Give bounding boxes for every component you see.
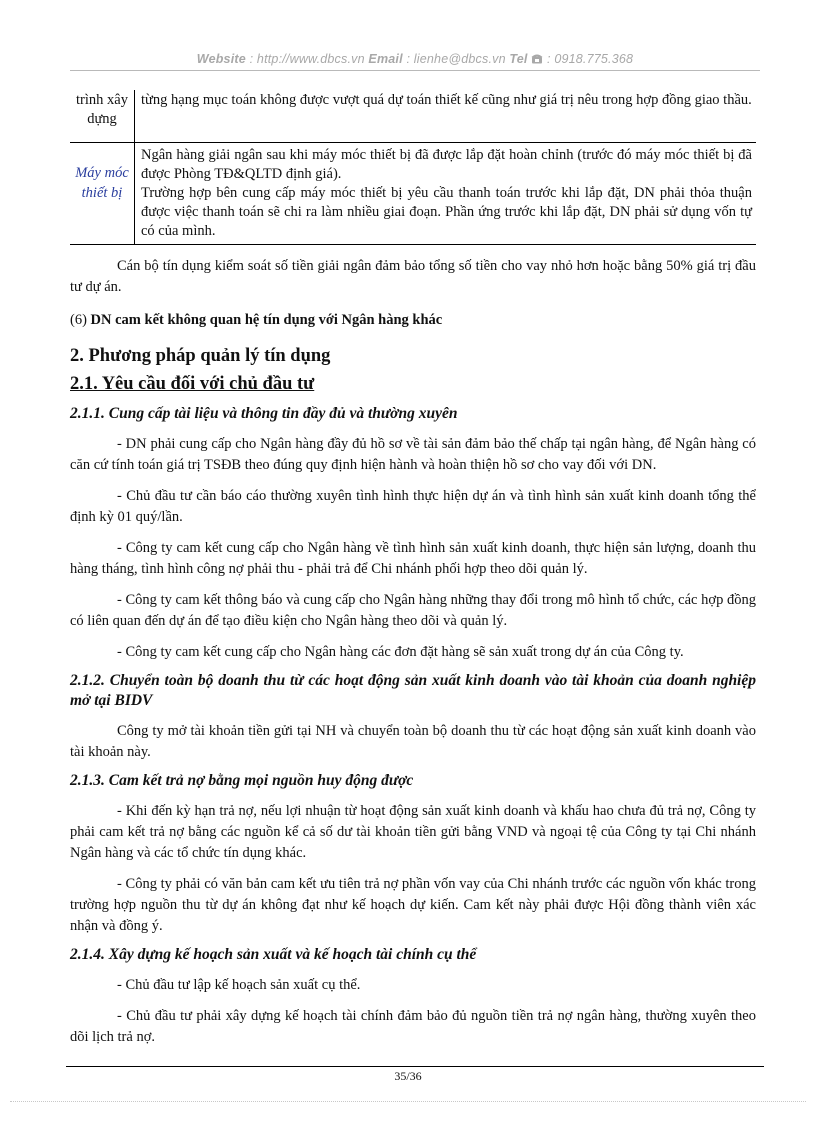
page-bottom-border (10, 1101, 806, 1102)
table-row (70, 143, 756, 245)
subsection-heading: 2.1. Yêu cầu đối với chủ đầu tư (70, 374, 315, 394)
equipment-text-1: Ngân hàng giải ngân sau khi máy móc thiết bị đã được lắp đặt hoàn chỉnh (trước đó máy móc thiết bị đã được Phòng TĐ&QLTD định giá). (141, 147, 752, 182)
disbursement-table (70, 90, 756, 245)
paragraph: - Khi đến kỳ hạn trả nợ, nếu lợi nhuận từ hoạt động sản xuất kinh doanh và khấu hao chưa đủ trả nợ, Công ty phải cam kết trả nợ bằng các nguồn kể cả số dư tài khoản tiền gửi bằng VND và ngoại tệ của Công ty tại Chi nhánh Ngân hàng và các tổ chức tín dụng khác. (70, 803, 756, 861)
document-body (70, 90, 756, 1048)
paragraph: - Chủ đầu tư cần báo cáo thường xuyên tình hình thực hiện dự án và tình hình sản xuất kinh doanh tổng thể định kỳ 01 quý/lần. (70, 488, 756, 525)
email-label: Email (368, 52, 403, 66)
header-rule (70, 70, 760, 71)
section-heading: 2. Phương pháp quản lý tín dụng (70, 346, 331, 366)
paragraph: Cán bộ tín dụng kiểm soát số tiền giải ngân đảm bảo tổng số tiền cho vay nhỏ hơn hoặc bằng 50% giá trị đầu tư dự án. (70, 258, 756, 295)
tel-value: : 0918.775.368 (543, 52, 634, 66)
subsubsection-heading: 2.1.1. Cung cấp tài liệu và thông tin đầy đủ và thường xuyên (70, 405, 458, 422)
commitment-text: DN cam kết không quan hệ tín dụng với Ngân hàng khác (90, 312, 443, 328)
paragraph: - Công ty cam kết thông báo và cung cấp cho Ngân hàng những thay đổi trong mô hình tổ chức, các hợp đồng có liên quan đến dự án để tạo điều kiện cho Ngân hàng theo dõi và quản lý. (70, 592, 756, 629)
tel-label: Tel (509, 52, 528, 66)
paragraph: - Công ty phải có văn bản cam kết ưu tiên trả nợ phần vốn vay của Chi nhánh trước các nguồn vốn khác trong trường hợp nguồn thu từ dự án không đạt như kế hoạch dự kiến. Cam kết này phải được Hội đồng thành viên xác nhận và đồng ý. (70, 876, 756, 934)
subsubsection-heading: 2.1.4. Xây dựng kế hoạch sản xuất và kế hoạch tài chính cụ thể (70, 946, 477, 963)
equipment-text-2: Trường hợp bên cung cấp máy móc thiết bị yêu cầu thanh toán trước khi lắp đặt, DN phải thỏa thuận được việc thanh toán sẽ chi ra làm nhiều giai đoạn. Phần ứng trước khi lắp đặt, DN phải sử dụng vốn tự có của mình. (141, 185, 752, 239)
paragraph: - Chủ đầu tư lập kế hoạch sản xuất cụ thể. (117, 977, 361, 993)
row-label-construction: trình xây dựng (70, 90, 135, 143)
page-header (70, 52, 760, 66)
paragraph: - Công ty cam kết cung cấp cho Ngân hàng các đơn đặt hàng sẽ sản xuất trong dự án của Công ty. (117, 644, 684, 660)
row-label-equipment: Máy móc thiết bị (70, 143, 135, 245)
subsubsection-heading: 2.1.2. Chuyển toàn bộ doanh thu từ các hoạt động sản xuất kinh doanh vào tài khoản của doanh nghiệp mở tại BIDV (70, 672, 756, 709)
row-text-equipment (135, 143, 757, 245)
table-row (70, 90, 756, 143)
row-text-construction: từng hạng mục toán không được vượt quá dự toán thiết kế cũng như giá trị nêu trong hợp đồng giao thầu. (135, 90, 757, 143)
footer-rule (66, 1066, 764, 1067)
paragraph: - Công ty cam kết cung cấp cho Ngân hàng về tình hình sản xuất kinh doanh, thực hiện sản lượng, doanh thu hàng tháng, tình hình công nợ phải thu - phải trả để Chi nhánh phối hợp theo dõi quản lý. (70, 540, 756, 577)
paragraph: Công ty mở tài khoản tiền gửi tại NH và chuyển toàn bộ doanh thu từ các hoạt động sản xuất kinh doanh vào tài khoản này. (70, 723, 756, 760)
commitment-number: (6) (70, 312, 91, 328)
email-value: : lienhe@dbcs.vn (402, 52, 510, 66)
page-number: 35/36 (394, 1069, 422, 1083)
website-value: : http://www.dbcs.vn (245, 52, 369, 66)
subsubsection-heading: 2.1.3. Cam kết trả nợ bằng mọi nguồn huy động được (70, 772, 414, 789)
website-label: Website (196, 52, 246, 66)
paragraph: - DN phải cung cấp cho Ngân hàng đầy đủ hồ sơ về tài sản đảm bảo thế chấp tại ngân hàng, để Ngân hàng có căn cứ tính toán giá trị TSĐB theo đúng quy định hiện hành và hoàn thiện hồ sơ cho vay đối với DN. (70, 436, 756, 473)
phone-icon (531, 53, 543, 64)
commitment-line (70, 310, 756, 331)
paragraph: - Chủ đầu tư phải xây dựng kế hoạch tài chính đảm bảo đủ nguồn tiền trả nợ ngân hàng, thường xuyên theo dõi lịch trả nợ. (70, 1008, 756, 1045)
